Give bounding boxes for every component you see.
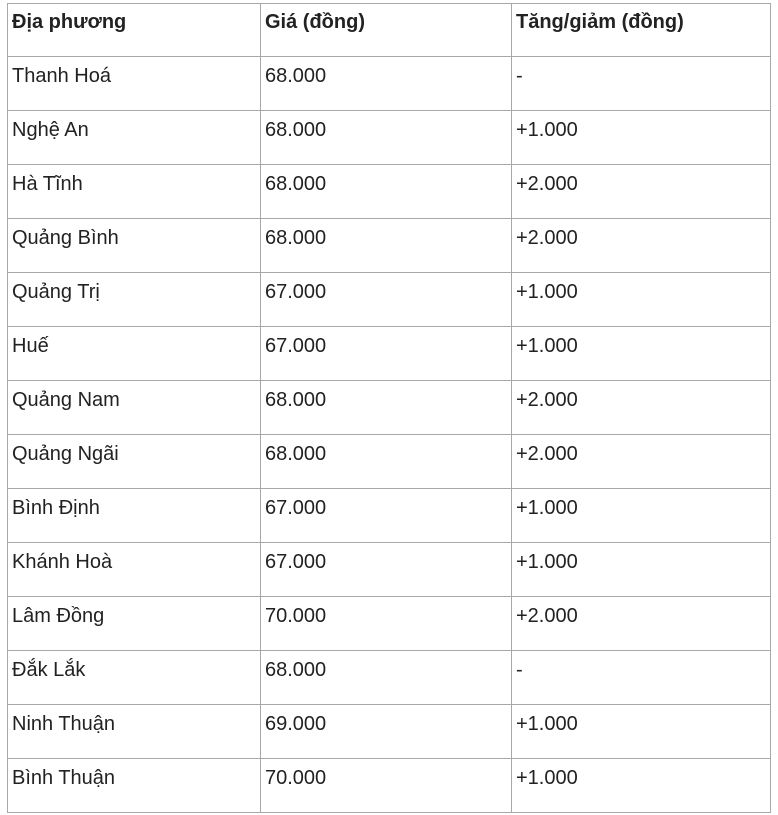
cell-locality: Khánh Hoà — [8, 543, 261, 597]
cell-price: 67.000 — [261, 489, 512, 543]
price-table — [7, 3, 771, 813]
cell-change: +1.000 — [512, 543, 771, 597]
price-table-container — [7, 3, 770, 813]
cell-locality: Ninh Thuận — [8, 705, 261, 759]
cell-price: 69.000 — [261, 705, 512, 759]
table-row — [8, 489, 771, 543]
cell-locality: Hà Tĩnh — [8, 165, 261, 219]
table-row — [8, 651, 771, 705]
cell-locality: Quảng Trị — [8, 273, 261, 327]
cell-price: 70.000 — [261, 759, 512, 813]
cell-change: +1.000 — [512, 489, 771, 543]
cell-change: +2.000 — [512, 597, 771, 651]
cell-price: 67.000 — [261, 543, 512, 597]
cell-change: - — [512, 651, 771, 705]
cell-price: 70.000 — [261, 597, 512, 651]
table-row — [8, 597, 771, 651]
cell-change: - — [512, 57, 771, 111]
cell-locality: Nghệ An — [8, 111, 261, 165]
cell-change: +1.000 — [512, 759, 771, 813]
cell-locality: Lâm Đồng — [8, 597, 261, 651]
table-body — [8, 57, 771, 813]
table-row — [8, 219, 771, 273]
table-row — [8, 435, 771, 489]
cell-price: 67.000 — [261, 273, 512, 327]
table-row — [8, 165, 771, 219]
cell-change: +1.000 — [512, 327, 771, 381]
cell-change: +1.000 — [512, 273, 771, 327]
cell-price: 68.000 — [261, 57, 512, 111]
cell-price: 68.000 — [261, 165, 512, 219]
table-row — [8, 327, 771, 381]
table-row — [8, 705, 771, 759]
cell-price: 68.000 — [261, 111, 512, 165]
cell-price: 68.000 — [261, 651, 512, 705]
table-row — [8, 543, 771, 597]
table-row — [8, 273, 771, 327]
cell-change: +1.000 — [512, 111, 771, 165]
table-header-row — [8, 4, 771, 57]
cell-price: 68.000 — [261, 219, 512, 273]
cell-locality: Thanh Hoá — [8, 57, 261, 111]
cell-locality: Bình Thuận — [8, 759, 261, 813]
cell-change: +2.000 — [512, 435, 771, 489]
cell-price: 67.000 — [261, 327, 512, 381]
table-row — [8, 111, 771, 165]
header-change: Tăng/giảm (đồng) — [512, 4, 771, 57]
cell-locality: Bình Định — [8, 489, 261, 543]
cell-locality: Đắk Lắk — [8, 651, 261, 705]
cell-change: +1.000 — [512, 705, 771, 759]
cell-change: +2.000 — [512, 165, 771, 219]
header-locality: Địa phương — [8, 4, 261, 57]
cell-price: 68.000 — [261, 381, 512, 435]
table-row — [8, 759, 771, 813]
cell-locality: Quảng Bình — [8, 219, 261, 273]
cell-locality: Quảng Ngãi — [8, 435, 261, 489]
cell-price: 68.000 — [261, 435, 512, 489]
table-row — [8, 381, 771, 435]
table-row — [8, 57, 771, 111]
cell-locality: Quảng Nam — [8, 381, 261, 435]
cell-locality: Huế — [8, 327, 261, 381]
cell-change: +2.000 — [512, 381, 771, 435]
cell-change: +2.000 — [512, 219, 771, 273]
header-price: Giá (đồng) — [261, 4, 512, 57]
